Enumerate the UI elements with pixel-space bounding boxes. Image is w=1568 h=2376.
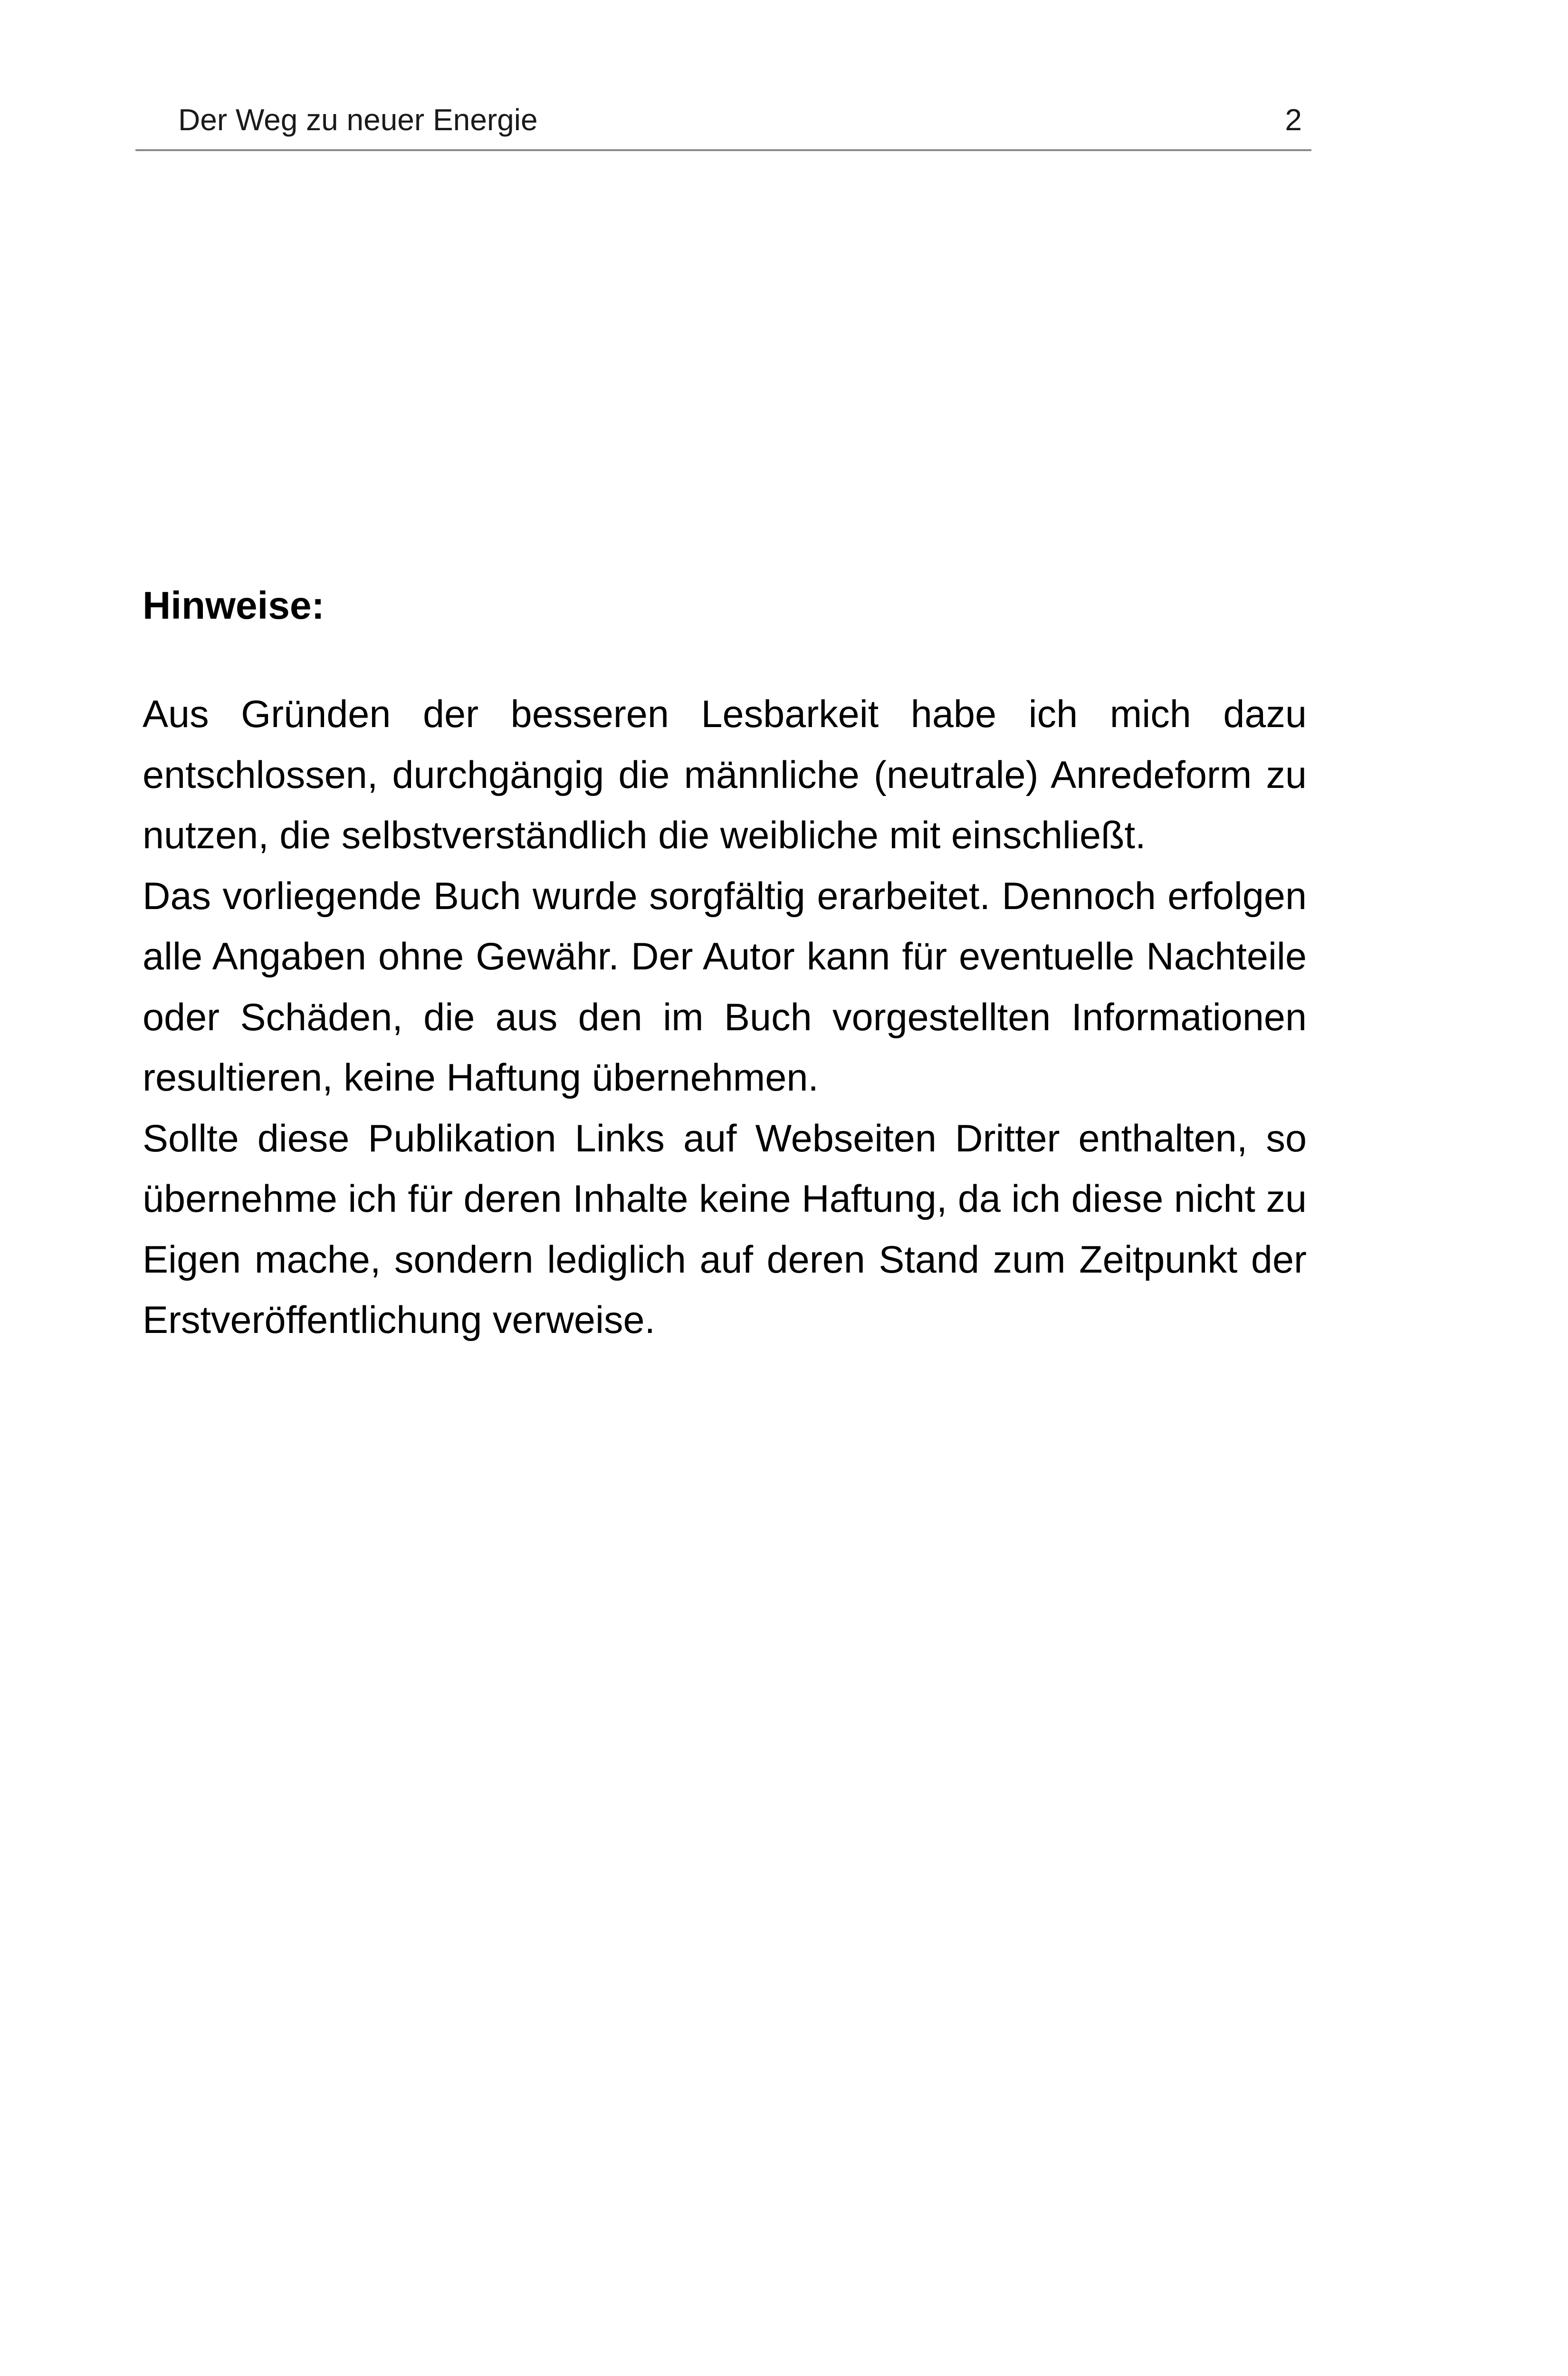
section-heading: Hinweise: [143, 584, 325, 627]
paragraph-readability-note: Aus Gründen der besseren Lesbarkeit habe ich mich dazu entschlossen, durchgängig die männliche (neutrale) Anredeform zu nutzen, die selbstverständlich die weibliche mit einschließt. [143, 693, 1307, 857]
paragraph-links-disclaimer: Sollte diese Publikation Links auf Webseiten Dritter enthalten, so übernehme ich für deren Inhalte keine Haftung, da ich diese nicht zu Eigen mache, sondern lediglich auf deren Stand zum Zeitpunkt der Erstveröffentlichung verweise. [143, 1117, 1307, 1341]
paragraph-disclaimer: Das vorliegende Buch wurde sorgfältig erarbeitet. Dennoch erfolgen alle Angaben ohne Gewähr. Der Autor kann für eventuelle Nachteile oder Schäden, die aus den im Buch vorgestellten Informationen resultieren, keine Haftung übernehmen. [143, 874, 1307, 1099]
page-header [135, 95, 1311, 151]
page-content [143, 570, 1307, 1351]
running-header-title: Der Weg zu neuer Energie [178, 103, 538, 137]
page-number: 2 [1285, 103, 1302, 137]
notes-body [143, 684, 1307, 1351]
